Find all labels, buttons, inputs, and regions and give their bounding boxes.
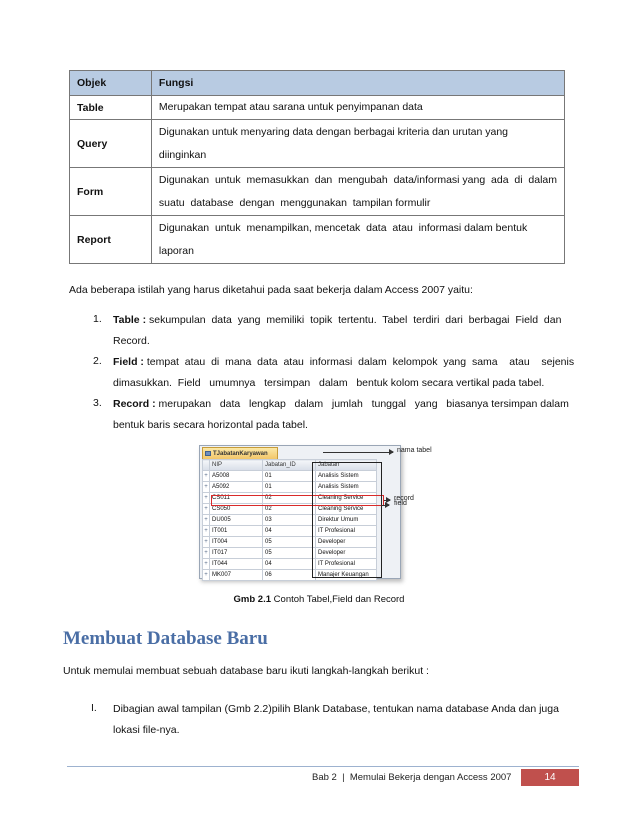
cell-nip[interactable]: DU005 <box>210 515 263 526</box>
term-number: 3. <box>93 397 102 409</box>
row-expand-icon[interactable]: + <box>203 482 210 493</box>
table-name-arrow <box>323 452 393 453</box>
term-name: Field <box>113 356 138 368</box>
cell-jabatan[interactable]: Cleaning Service <box>316 493 377 504</box>
callout-nama-tabel: nama tabel <box>397 447 432 454</box>
footer-chapter: Bab 2 | Memulai Bekerja dengan Access 2007 <box>312 772 512 783</box>
cell-jabatan-id[interactable]: 04 <box>263 559 316 570</box>
table-row <box>70 216 565 264</box>
term-text: sekumpulan data yang memiliki topik tertentu. Tabel terdiri dari berbagai Field dan <box>149 314 562 326</box>
cell-jabatan-id[interactable]: 02 <box>263 493 316 504</box>
term-name: Record <box>113 398 150 410</box>
table-tab-title: TJabatanKaryawan <box>213 451 268 457</box>
field-arrow <box>381 505 389 506</box>
term-line <box>113 355 574 369</box>
term-text-continued: bentuk baris secara horizontal pada tabel. <box>113 419 308 431</box>
term-name: Table <box>113 314 140 326</box>
cell-jabatan[interactable]: Cleaning Service <box>316 504 377 515</box>
footer-rule <box>67 766 579 767</box>
step-number: I. <box>91 702 97 714</box>
table-row <box>70 96 565 120</box>
function-line: Merupakan tempat atau sarana untuk penyimpanan data <box>158 101 423 113</box>
term-number: 2. <box>93 355 102 367</box>
cell-jabatan-id[interactable]: 05 <box>263 548 316 559</box>
cell-jabatan-id[interactable]: 01 <box>263 471 316 482</box>
record-arrow <box>384 500 390 501</box>
table-icon <box>205 451 211 456</box>
row-expand-icon[interactable]: + <box>203 504 210 515</box>
cell-nip[interactable]: IT004 <box>210 537 263 548</box>
cell-jabatan-id[interactable]: 03 <box>263 515 316 526</box>
function-line: Digunakan untuk memasukkan dan mengubah data/informasi yang ada di dalam <box>158 173 557 186</box>
term-line <box>113 397 569 411</box>
header-objek: Objek <box>70 71 152 96</box>
cell-jabatan[interactable]: Developer <box>316 537 377 548</box>
section-heading: Membuat Database Baru <box>63 628 268 649</box>
figure-caption <box>0 594 638 605</box>
term-number: 1. <box>93 313 102 325</box>
row-function <box>151 96 564 120</box>
table-row <box>70 168 565 216</box>
row-expand-icon[interactable]: + <box>203 559 210 570</box>
cell-nip[interactable]: CS050 <box>210 504 263 515</box>
caption-label: Gmb 2.1 <box>233 594 272 605</box>
function-line: laporan <box>158 244 194 257</box>
table-tab <box>202 447 278 459</box>
table-row <box>70 120 565 168</box>
cell-nip[interactable]: IT017 <box>210 548 263 559</box>
term-text-continued: Record. <box>113 335 150 347</box>
object-function-table <box>69 70 565 264</box>
term-text: merupakan data lengkap dalam jumlah tunggal yang biasanya tersimpan dalam <box>158 398 569 410</box>
function-line: Digunakan untuk menyaring data dengan berbagai kriteria dan urutan yang <box>158 125 508 138</box>
intro-paragraph: Ada beberapa istilah yang harus diketahui pada saat bekerja dalam Access 2007 yaitu: <box>69 284 473 296</box>
cell-jabatan[interactable]: IT Profesional <box>316 526 377 537</box>
row-expand-icon[interactable]: + <box>203 570 210 581</box>
row-object: Form <box>70 168 152 216</box>
row-function <box>151 120 564 168</box>
page-number: 14 <box>521 769 579 786</box>
cell-jabatan[interactable]: Direktur Umum <box>316 515 377 526</box>
cell-jabatan[interactable]: IT Profesional <box>316 559 377 570</box>
cell-nip[interactable]: CS011 <box>210 493 263 504</box>
caption-text: Contoh Tabel,Field dan Record <box>271 594 405 605</box>
row-object: Table <box>70 96 152 120</box>
cell-nip[interactable]: A5092 <box>210 482 263 493</box>
row-object: Report <box>70 216 152 264</box>
column-header-nip: NIP <box>210 460 263 471</box>
function-line: diinginkan <box>158 148 207 161</box>
row-object: Query <box>70 120 152 168</box>
row-function <box>151 168 564 216</box>
column-header-jabatan: Jabatan <box>316 460 377 471</box>
term-text-continued: dimasukkan. Field umumnya tersimpan dalam bentuk kolom secara vertikal pada tabel. <box>113 377 545 389</box>
column-header-jabatan-id: Jabatan_ID <box>263 460 316 471</box>
table-header-row <box>70 71 565 96</box>
term-separator: : <box>139 314 149 326</box>
steps-intro: Untuk memulai membuat sebuah database baru ikuti langkah-langkah berikut : <box>63 665 429 677</box>
row-expand-icon[interactable]: + <box>203 493 210 504</box>
cell-nip[interactable]: A5008 <box>210 471 263 482</box>
cell-nip[interactable]: IT044 <box>210 559 263 570</box>
term-line <box>113 313 563 327</box>
term-separator: : <box>137 356 147 368</box>
row-expand-icon[interactable]: + <box>203 515 210 526</box>
step-text-continued: lokasi file-nya. <box>113 724 180 736</box>
table-figure <box>199 445 401 579</box>
callout-field: field <box>394 500 407 507</box>
step-text: Dibagian awal tampilan (Gmb 2.2)pilih Blank Database, tentukan nama database Anda dan juga <box>113 703 559 715</box>
cell-jabatan[interactable]: Manajer Keuangan <box>316 570 377 581</box>
row-function <box>151 216 564 264</box>
cell-nip[interactable]: IT001 <box>210 526 263 537</box>
cell-jabatan-id[interactable]: 04 <box>263 526 316 537</box>
row-expand-icon[interactable]: + <box>203 471 210 482</box>
row-expand-icon[interactable]: + <box>203 537 210 548</box>
row-expand-icon[interactable]: + <box>203 548 210 559</box>
header-fungsi: Fungsi <box>151 71 564 96</box>
callout-record: record <box>394 495 414 502</box>
cell-jabatan-id[interactable]: 05 <box>263 537 316 548</box>
row-selector-header <box>203 460 210 471</box>
row-expand-icon[interactable]: + <box>203 526 210 537</box>
term-separator: : <box>149 398 159 410</box>
term-text: tempat atau di mana data atau informasi dalam kelompok yang sama atau sejenis <box>146 356 575 368</box>
cell-nip[interactable]: MK007 <box>210 570 263 581</box>
cell-jabatan[interactable]: Analisis Sistem <box>316 471 377 482</box>
function-line: Digunakan untuk menampilkan, mencetak data atau informasi dalam bentuk <box>158 221 528 234</box>
function-line: suatu database dengan menggunakan tampilan formulir <box>158 196 431 209</box>
cell-jabatan-id[interactable]: 01 <box>263 482 316 493</box>
cell-jabatan[interactable]: Analisis Sistem <box>316 482 377 493</box>
field-highlight-box <box>312 462 382 578</box>
cell-jabatan-id[interactable]: 06 <box>263 570 316 581</box>
cell-jabatan[interactable]: Developer <box>316 548 377 559</box>
cell-jabatan-id[interactable]: 02 <box>263 504 316 515</box>
